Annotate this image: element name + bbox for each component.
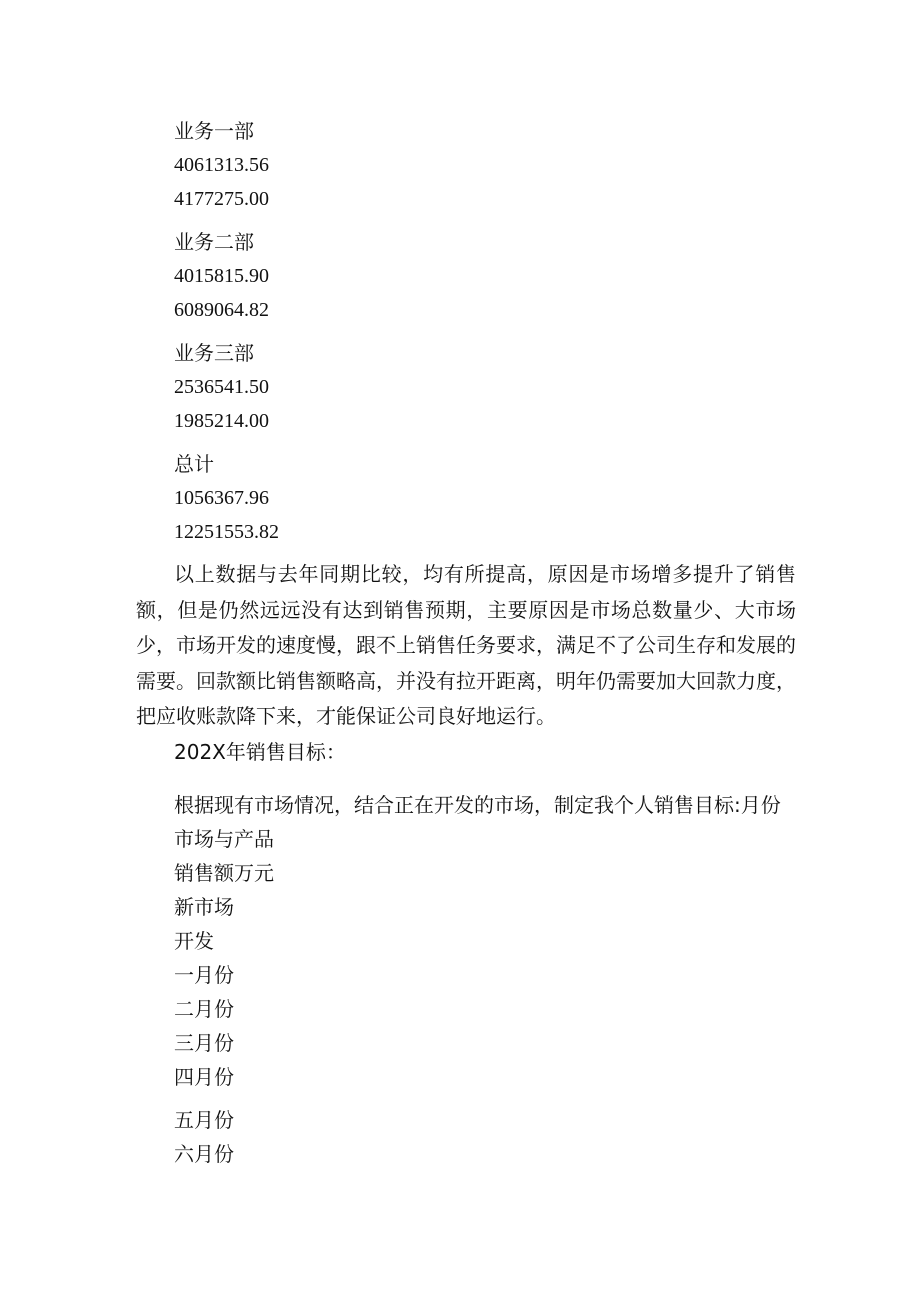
total-label: 总计 (174, 452, 214, 476)
month-label: 五月份 (174, 1108, 234, 1132)
month-label: 四月份 (174, 1065, 234, 1089)
target-heading: 202X年销售目标： (174, 740, 346, 764)
target-intro: 根据现有市场情况，结合正在开发的市场，制定我个人销售目标:月份 (174, 793, 781, 817)
department-value: 4177275.00 (174, 188, 269, 210)
month-label: 六月份 (174, 1142, 234, 1166)
department-value: 4015815.90 (174, 265, 269, 287)
department-value: 6089064.82 (174, 299, 269, 321)
month-label: 三月份 (174, 1031, 234, 1055)
month-label: 一月份 (174, 963, 234, 987)
table-header: 销售额万元 (174, 861, 274, 885)
table-header: 新市场 (174, 895, 234, 919)
total-value: 12251553.82 (174, 521, 279, 543)
department-value: 2536541.50 (174, 376, 269, 398)
analysis-paragraph: 以上数据与去年同期比较，均有所提高，原因是市场增多提升了销售额，但是仍然远远没有达到销售预期，主要原因是市场总数量少、大市场少，市场开发的速度慢，跟不上销售任务要求，满足不了公司生存和发展的需要。回款额比销售额略高，并没有拉开距离，明年仍需要加大回款力度，把应收账款降下来，才能保证公司良好地运行。 (136, 562, 796, 728)
department-value: 4061313.56 (174, 154, 269, 176)
department-name: 业务二部 (174, 230, 254, 254)
total-value: 1056367.96 (174, 487, 269, 509)
department-name: 业务三部 (174, 341, 254, 365)
department-name: 业务一部 (174, 119, 254, 143)
month-label: 二月份 (174, 997, 234, 1021)
table-header: 开发 (174, 929, 214, 953)
table-header: 市场与产品 (174, 827, 274, 851)
department-value: 1985214.00 (174, 410, 269, 432)
